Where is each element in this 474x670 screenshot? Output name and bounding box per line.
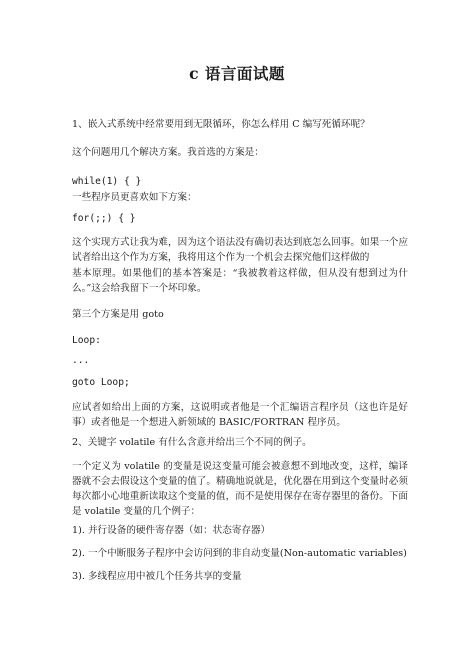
paragraph: 应试者如给出上面的方案，这说明或者他是一个汇编语言程序员（这也许是好事）或者他是一个想进入新领域的 BASIC/FORTRAN 程序员。 xyxy=(72,402,408,428)
code-line: goto Loop; xyxy=(72,377,130,388)
code-line: while(1) { } xyxy=(72,176,142,187)
paragraph: 一个定义为 volatile 的变量是说这变量可能会被意想不到地改变，这样，编译器就不会去假设这个变量的值了。精确地说就是，优化器在用到这个变量时必须每次都小心地重新读取这个变量的值，而不是使用保存在寄存器里的备份。下面是 volatile 变量的几个例子： xyxy=(72,461,408,517)
question-2: 2、关键字 volatile 有什么含意并给出三个不同的例子。 xyxy=(72,437,312,448)
paragraph: 这个问题用几个解决方案。我首选的方案是： xyxy=(72,147,264,158)
code-line: ... xyxy=(72,355,90,366)
paragraph: 第三个方案是用 goto xyxy=(72,309,164,320)
document-title: c 语言面试题 xyxy=(189,64,285,83)
list-item: 3). 多线程应用中被几个任务共享的变量 xyxy=(72,571,242,582)
code-line: Loop: xyxy=(72,335,101,346)
paragraph: 一些程序员更喜欢如下方案： xyxy=(72,192,197,203)
list-item: 1). 并行设备的硬件寄存器（如：状态寄存器） xyxy=(72,525,271,536)
code-line: for(;;) { } xyxy=(72,213,136,224)
paragraph: 这个实现方式让我为难，因为这个语法没有确切表达到底怎么回事。如果一个应试者给出这个作为方案，我将用这个作为一个机会去探究他们这样做的 xyxy=(72,237,408,263)
list-item: 2). 一个中断服务子程序中会访问到的非自动变量(Non-automatic variables) xyxy=(72,548,407,559)
question-1: 1、嵌入式系统中经常要用到无限循环，你怎么样用 C 编写死循环呢？ xyxy=(72,119,370,130)
paragraph: 基本原理。如果他们的基本答案是：“我被教着这样做，但从没有想到过为什么。”这会给我留下一个坏印象。 xyxy=(72,268,408,294)
